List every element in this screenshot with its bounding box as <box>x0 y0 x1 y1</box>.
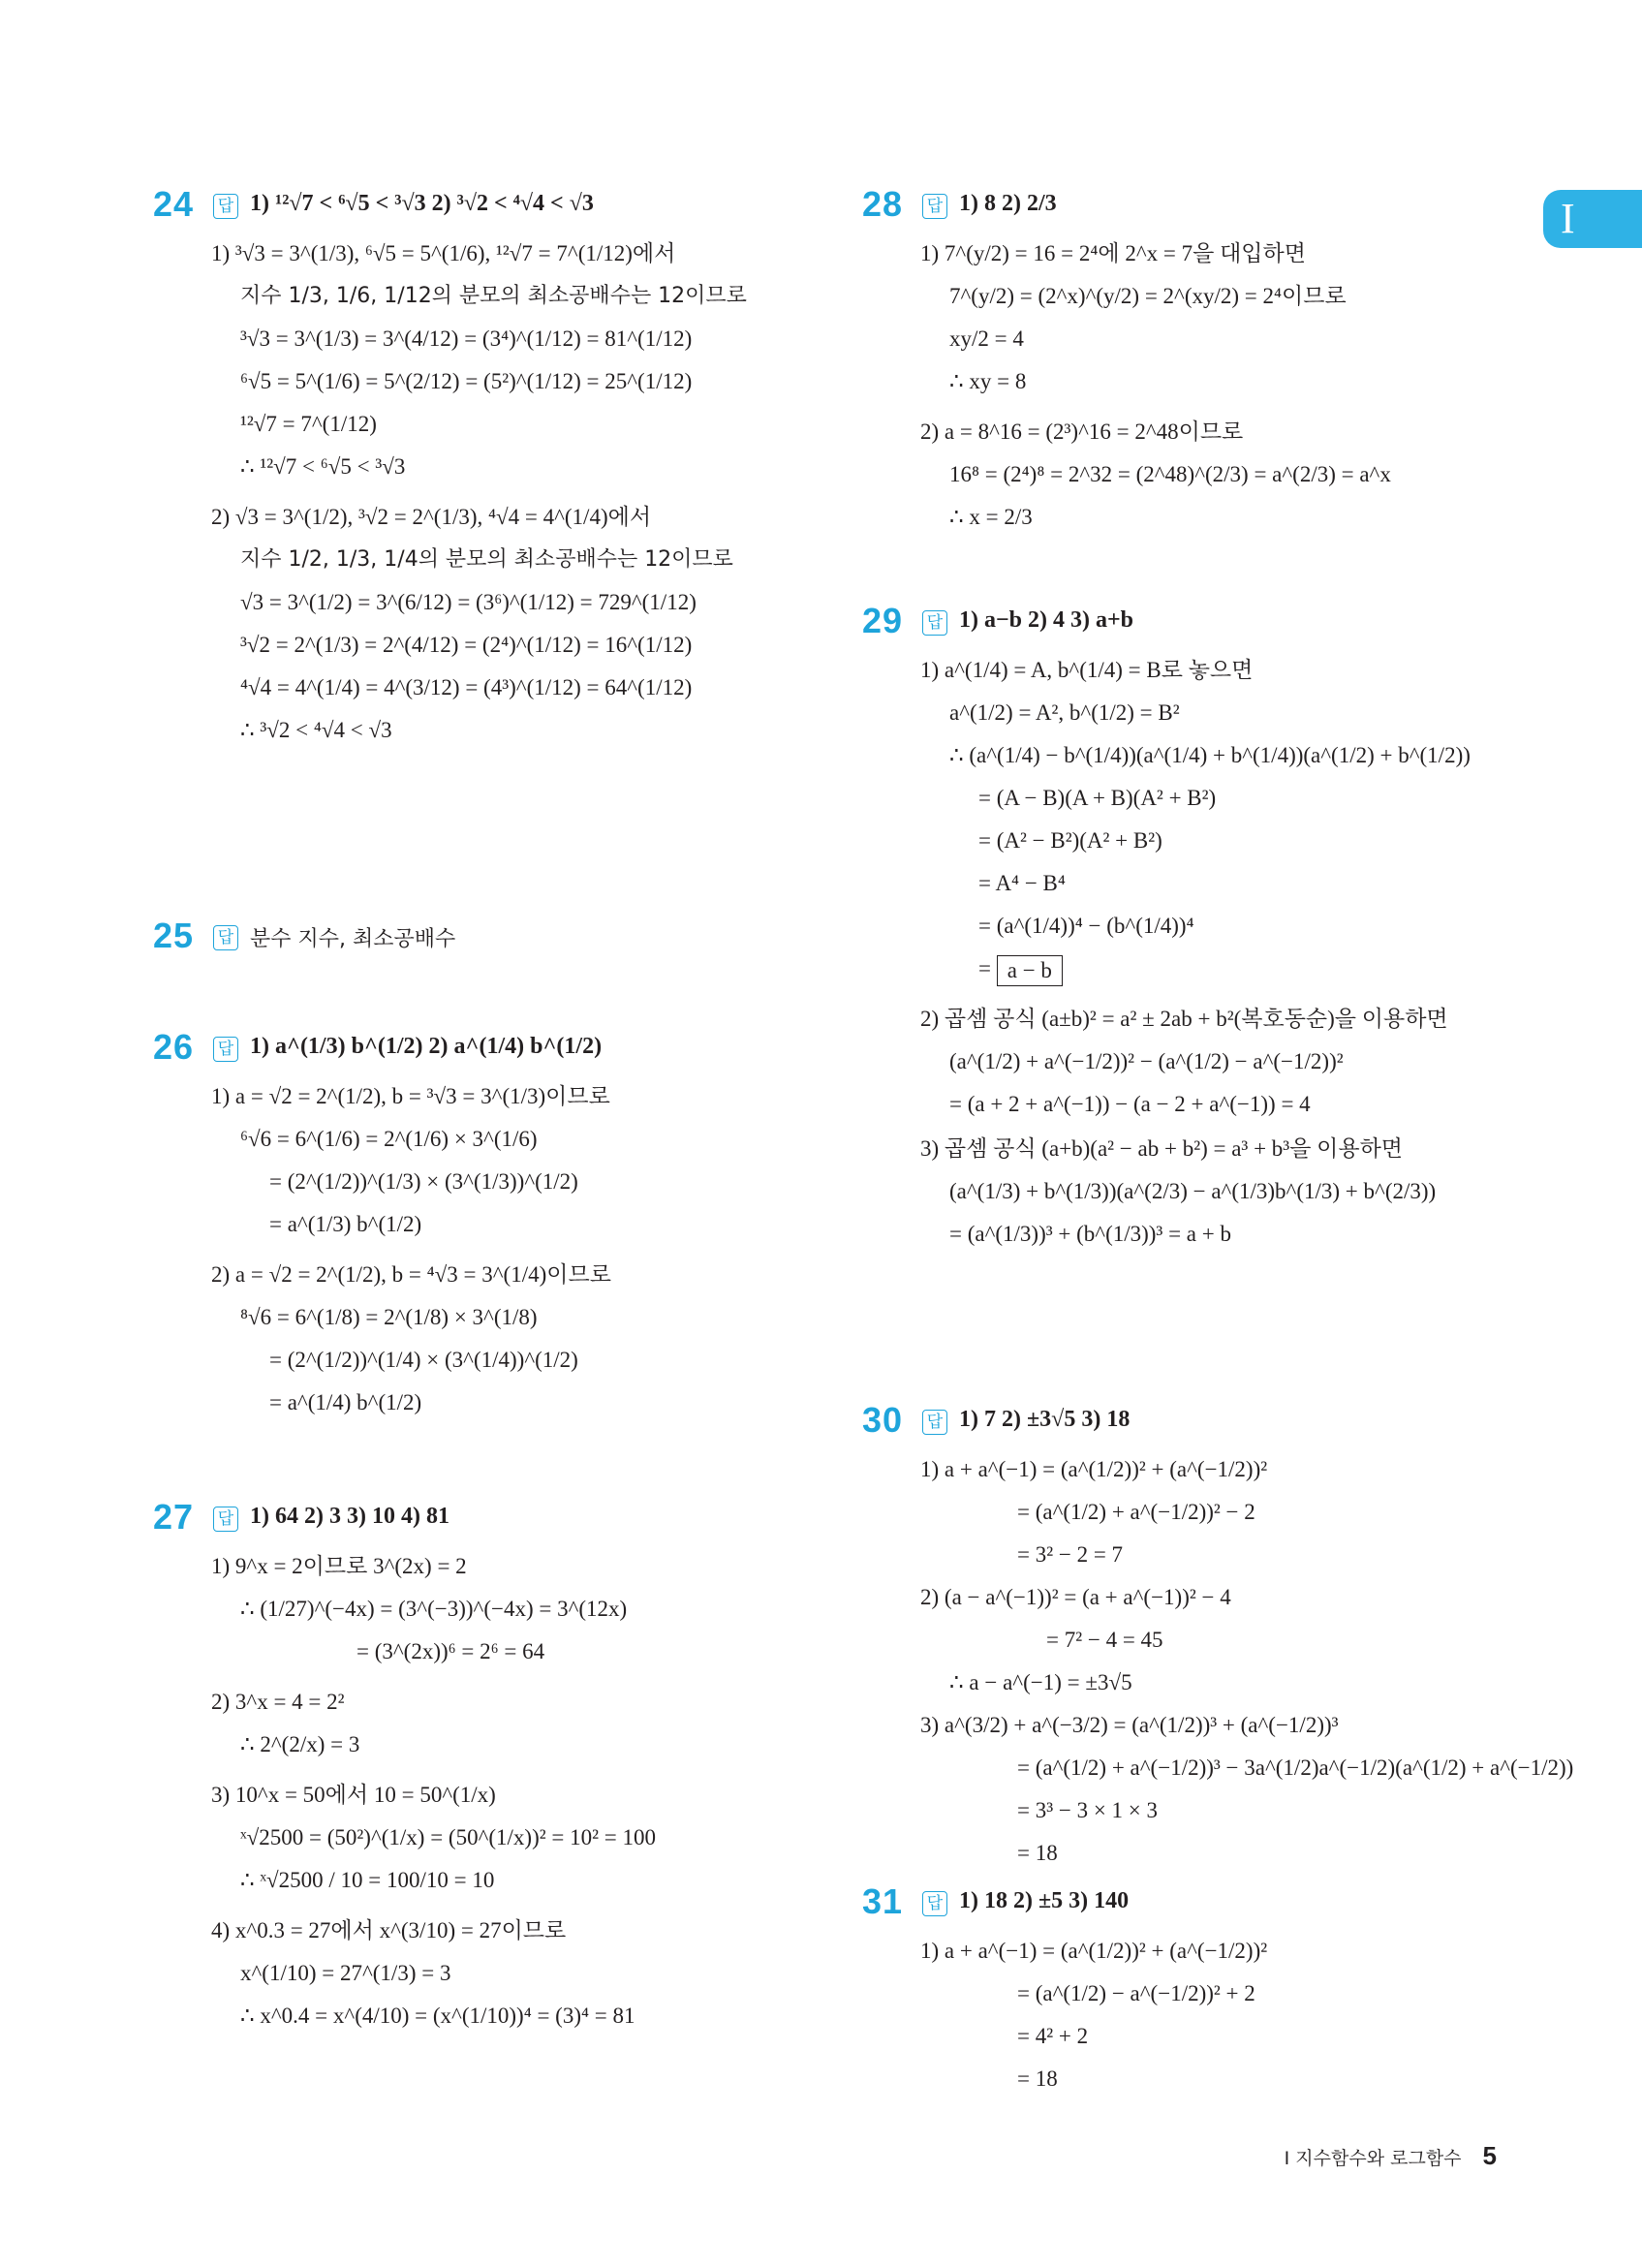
solution-line: 1) 9^x = 2이므로 3^(2x) = 2 <box>211 1554 467 1578</box>
answer-text: 1) 7 2) ±3√5 3) 18 <box>959 1407 1131 1432</box>
solution-line: = (A² − B²)(A² + B²) <box>978 828 1162 853</box>
solution-line: = 18 <box>1017 2066 1058 2091</box>
solution-line: = 18 <box>1017 1841 1058 1865</box>
solution-line: ⁶√5 = 5^(1/6) = 5^(2/12) = (5²)^(1/12) = 25^(1/12) <box>240 369 693 393</box>
answer-text: 1) a^(1/3) b^(1/2) 2) a^(1/4) b^(1/2) <box>250 1034 603 1059</box>
problem-29: 29 답 1) a−b 2) 4 3) a+b 1) a^(1/4) = A, b^(1/4) = B로 놓으면 a^(1/2) = A², b^(1/2) = B² ∴ (a^(1/4) − b^(1/4))(a^(1/4) + b^(1/4))(a^(1/2) + b^(1/2)) = (A − B)(A + B)(A² + B²) = (A² − B²)(A² + B²) = A⁴ − B⁴ = (a^(1/4))⁴ − (b^(1/4))⁴ = a − b 2) 곱셈 공식 (a±b)² = a² ± 2ab + b²(복호동순)을 이용하면 (a^(1/2) + a^(−1/2))² − (a^(1/2) − a^(−1/2))² = (a + 2 + a^(−1)) − (a − 2 + a^(−1)) = 4 3) 곱셈 공식 (a+b)(a² − ab + b²) = a³ + b³을 이용하면 (a^(1/3) + b^(1/3))(a^(2/3) − a^(1/3)b^(1/3) + b^(2/3)) = (a^(1/3))³ + (b^(1/3))³ = a + b <box>862 601 1471 1256</box>
solution-line: = 3³ − 3 × 1 × 3 <box>1017 1798 1159 1822</box>
solution-line: 1) a + a^(−1) = (a^(1/2))² + (a^(−1/2))² <box>920 1457 1268 1481</box>
solution-line: 지수 1/3, 1/6, 1/12의 분모의 최소공배수는 12이므로 <box>240 284 747 308</box>
problem-24 <box>153 184 747 752</box>
problem-31 <box>862 1881 1267 2100</box>
solution-line: ∴ ¹²√7 < ⁶√5 < ³√3 <box>240 454 406 479</box>
solution-line: = (a^(1/3))³ + (b^(1/3))³ = a + b <box>949 1222 1231 1246</box>
solution-line: ³√2 = 2^(1/3) = 2^(4/12) = (2⁴)^(1/12) = 16^(1/12) <box>240 633 693 657</box>
solution-line: 1) a + a^(−1) = (a^(1/2))² + (a^(−1/2))² <box>920 1939 1268 1963</box>
answer-text: 1) a−b 2) 4 3) a+b <box>959 607 1134 633</box>
problem-number: 25 <box>153 916 195 955</box>
answer-badge: 답 <box>922 194 947 219</box>
section-tab: I <box>1543 190 1642 248</box>
solution-line: ∴ ³√2 < ⁴√4 < √3 <box>240 718 392 742</box>
solution-line: = a^(1/4) b^(1/2) <box>269 1390 422 1414</box>
problem-number: 30 <box>862 1400 904 1440</box>
problem-number: 28 <box>862 184 904 224</box>
solution-line: ˣ√2500 = (50²)^(1/x) = (50^(1/x))² = 10² = 100 <box>240 1825 656 1849</box>
solution-line: 2) a = 8^16 = (2³)^16 = 2^48이므로 <box>920 419 1244 444</box>
problem-27 <box>153 1497 656 2037</box>
page-number: 5 <box>1482 2141 1497 2170</box>
solution-line: 16⁸ = (2⁴)⁸ = 2^32 = (2^48)^(2/3) = a^(2/3) = a^x <box>949 462 1391 486</box>
solution-line: 1) a^(1/4) = A, b^(1/4) = B로 놓으면 <box>920 658 1254 682</box>
solution-line: = (a^(1/4))⁴ − (b^(1/4))⁴ <box>978 914 1194 938</box>
problem-30 <box>862 1400 1573 1875</box>
solution-line: ⁸√6 = 6^(1/8) = 2^(1/8) × 3^(1/8) <box>240 1305 538 1329</box>
solution-line: 2) a = √2 = 2^(1/2), b = ⁴√3 = 3^(1/4)이므로 <box>211 1262 611 1287</box>
solution-line: 4) x^0.3 = 27에서 x^(3/10) = 27이므로 <box>211 1918 567 1942</box>
answer-text: 1) ¹²√7 < ⁶√5 < ³√3 2) ³√2 < ⁴√4 < √3 <box>250 191 594 216</box>
solution-line: 3) 곱셈 공식 (a+b)(a² − ab + b²) = a³ + b³을 이용하면 <box>920 1136 1404 1161</box>
answer-badge: 답 <box>922 1891 947 1916</box>
problem-number: 29 <box>862 601 904 640</box>
solution-line: ∴ 2^(2/x) = 3 <box>240 1732 360 1756</box>
answer-text: 1) 64 2) 3 3) 10 4) 81 <box>250 1504 449 1529</box>
answer-text: 1) 8 2) 2/3 <box>959 191 1057 216</box>
solution-line: ⁴√4 = 4^(1/4) = 4^(3/12) = (4³)^(1/12) = 64^(1/12) <box>240 675 693 699</box>
solution-line: ∴ xy = 8 <box>949 369 1027 393</box>
problem-number: 31 <box>862 1881 904 1921</box>
solution-line: = (A − B)(A + B)(A² + B²) <box>978 786 1217 810</box>
solution-line: √3 = 3^(1/2) = 3^(6/12) = (3⁶)^(1/12) = 729^(1/12) <box>240 590 697 614</box>
answer-badge: 답 <box>213 1037 238 1062</box>
answer-text: 1) 18 2) ±5 3) 140 <box>959 1888 1130 1913</box>
solution-line: 3) a^(3/2) + a^(−3/2) = (a^(1/2))³ + (a^(−1/2))³ <box>920 1713 1339 1737</box>
solution-line: 2) 3^x = 4 = 2² <box>211 1690 345 1714</box>
solution-line: = (3^(2x))⁶ = 2⁶ = 64 <box>356 1639 545 1663</box>
solution-line: = a^(1/3) b^(1/2) <box>269 1212 422 1236</box>
answer-badge: 답 <box>213 925 238 950</box>
answer-badge: 답 <box>213 1507 238 1532</box>
answer-badge: 답 <box>922 1410 947 1435</box>
problem-26 <box>153 1027 611 1424</box>
problem-28 <box>862 184 1391 539</box>
solution-line: x^(1/10) = 27^(1/3) = 3 <box>240 1961 451 1985</box>
solution-line: a^(1/2) = A², b^(1/2) = B² <box>949 700 1180 725</box>
solution-line: = 3² − 2 = 7 <box>1017 1542 1124 1567</box>
solution-line: (a^(1/2) + a^(−1/2))² − (a^(1/2) − a^(−1/2))² <box>949 1049 1344 1073</box>
solution-line: (a^(1/3) + b^(1/3))(a^(2/3) − a^(1/3)b^(1/3) + b^(2/3)) <box>949 1179 1437 1203</box>
boxed-answer: a − b <box>997 955 1063 986</box>
solution-line: = A⁴ − B⁴ <box>978 871 1066 895</box>
solution-line: = (a^(1/2) + a^(−1/2))² − 2 <box>1017 1500 1255 1524</box>
solution-line: ∴ x = 2/3 <box>949 505 1033 529</box>
solution-line: = (2^(1/2))^(1/4) × (3^(1/4))^(1/2) <box>269 1348 578 1372</box>
solution-line: ³√3 = 3^(1/3) = 3^(4/12) = (3⁴)^(1/12) = 81^(1/12) <box>240 326 693 351</box>
chapter-title: I 지수함수와 로그함수 <box>1284 2148 1462 2169</box>
solution-line: ∴ (a^(1/4) − b^(1/4))(a^(1/4) + b^(1/4))(a^(1/2) + b^(1/2)) <box>949 743 1471 767</box>
problem-number: 27 <box>153 1497 195 1537</box>
solution-line: ∴ ˣ√2500 / 10 = 100/10 = 10 <box>240 1868 495 1892</box>
solution-line: 지수 1/2, 1/3, 1/4의 분모의 최소공배수는 12이므로 <box>240 547 733 572</box>
solution-line: = (a + 2 + a^(−1)) − (a − 2 + a^(−1)) = 4 <box>949 1092 1311 1116</box>
problem-number: 24 <box>153 184 195 224</box>
solution-line: 3) 10^x = 50에서 10 = 50^(1/x) <box>211 1783 496 1807</box>
solution-line: 1) 7^(y/2) = 16 = 2⁴에 2^x = 7을 대입하면 <box>920 241 1306 265</box>
answer-badge: 답 <box>213 194 238 219</box>
answer-badge: 답 <box>922 610 947 636</box>
solution-line: ¹²√7 = 7^(1/12) <box>240 412 377 436</box>
solution-line: 1) ³√3 = 3^(1/3), ⁶√5 = 5^(1/6), ¹²√7 = 7^(1/12)에서 <box>211 241 676 265</box>
page-footer <box>1285 2141 1497 2171</box>
problem-number: 26 <box>153 1027 195 1067</box>
solution-line: = (a^(1/2) − a^(−1/2))² + 2 <box>1017 1981 1255 2005</box>
solution-line: ∴ x^0.4 = x^(4/10) = (x^(1/10))⁴ = (3)⁴ = 81 <box>240 2004 635 2028</box>
solution-line: = 7² − 4 = 45 <box>1046 1628 1163 1652</box>
solution-line: 2) 곱셈 공식 (a±b)² = a² ± 2ab + b²(복호동순)을 이용하면 <box>920 1007 1448 1031</box>
solution-line: = (a^(1/2) + a^(−1/2))³ − 3a^(1/2)a^(−1/2)(a^(1/2) + a^(−1/2)) <box>1017 1755 1574 1780</box>
solution-line: = 4² + 2 <box>1017 2024 1089 2048</box>
solution-line: ⁶√6 = 6^(1/6) = 2^(1/6) × 3^(1/6) <box>240 1127 538 1151</box>
solution-line: 1) a = √2 = 2^(1/2), b = ³√3 = 3^(1/3)이므로 <box>211 1084 610 1108</box>
solution-line: 2) (a − a^(−1))² = (a + a^(−1))² − 4 <box>920 1585 1231 1609</box>
solution-line: ∴ (1/27)^(−4x) = (3^(−3))^(−4x) = 3^(12x) <box>240 1597 628 1621</box>
solution-line: xy/2 = 4 <box>949 326 1024 351</box>
solution-line: ∴ a − a^(−1) = ±3√5 <box>949 1670 1132 1694</box>
solution-line: 2) √3 = 3^(1/2), ³√2 = 2^(1/3), ⁴√4 = 4^(1/4)에서 <box>211 505 652 529</box>
solution-line: = (2^(1/2))^(1/3) × (3^(1/3))^(1/2) <box>269 1169 578 1194</box>
solution-line: 7^(y/2) = (2^x)^(y/2) = 2^(xy/2) = 2⁴이므로 <box>949 284 1347 308</box>
answer-text: 분수 지수, 최소공배수 <box>250 927 456 951</box>
